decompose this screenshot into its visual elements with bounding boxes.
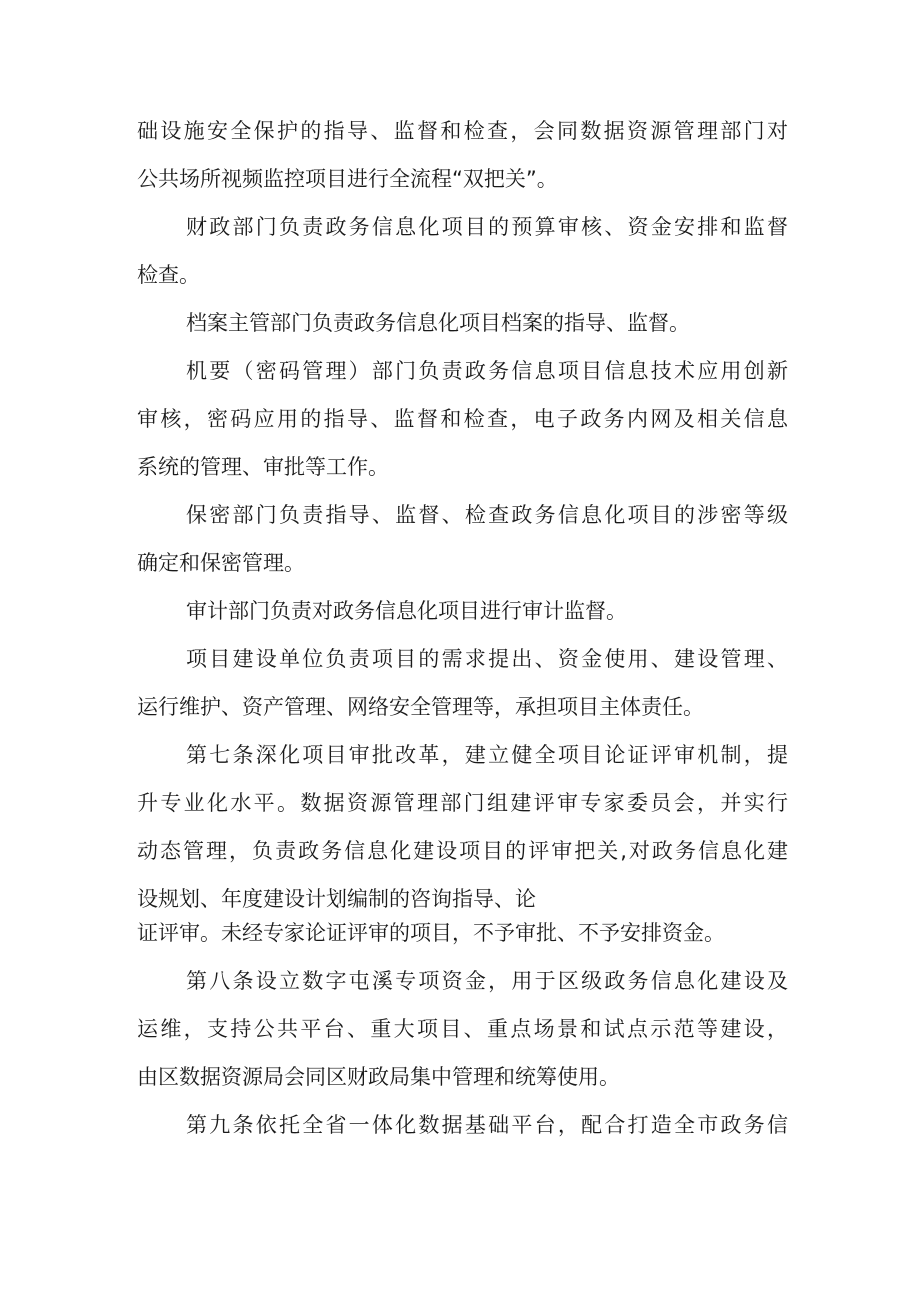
text-line-20: 运维，支持公共平台、重大项目、重点场景和试点示范等建设， [137, 1017, 788, 1041]
text-line-15: 升专业化水平。数据资源管理部门组建评审专家委员会，并实行 [137, 791, 788, 815]
text-line-6: 机要（密码管理）部门负责政务信息项目信息技术应用创新 [186, 359, 788, 383]
text-line-19: 第八条设立数字屯溪专项资金，用于区级政务信息化建设及 [186, 969, 788, 993]
text-line-2: 公共场所视频监控项目进行全流程“双把关”。 [137, 167, 558, 191]
text-line-7: 审核，密码应用的指导、监督和检查，电子政务内网及相关信息 [137, 407, 788, 431]
text-line-11: 审计部门负责对政务信息化项目进行审计监督。 [186, 599, 627, 623]
text-line-12: 项目建设单位负责项目的需求提出、资金使用、建设管理、 [186, 647, 788, 671]
text-line-1: 础设施安全保护的指导、监督和检查，会同数据资源管理部门对 [137, 119, 788, 143]
text-line-18: 证评审。未经专家论证评审的项目，不予审批、不予安排资金。 [137, 921, 725, 945]
text-line-17: 设规划、年度建设计划编制的咨询指导、论 [137, 887, 536, 911]
text-line-13: 运行维护、资产管理、网络安全管理等，承担项目主体责任。 [137, 695, 704, 719]
text-line-3: 财政部门负责政务信息化项目的预算审核、资金安排和监督 [186, 215, 788, 239]
text-line-9: 保密部门负责指导、监督、检查政务信息化项目的涉密等级 [186, 503, 788, 527]
text-line-4: 检查。 [137, 263, 200, 287]
text-line-22: 第九条依托全省一体化数据基础平台，配合打造全市政务信 [186, 1113, 788, 1137]
text-line-8: 系统的管理、审批等工作。 [137, 455, 389, 479]
text-line-16: 动态管理，负责政务信息化建设项目的评审把关,对政务信息化建 [137, 839, 788, 863]
text-line-14: 第七条深化项目审批改革，建立健全项目论证评审机制，提 [186, 743, 788, 767]
text-line-21: 由区数据资源局会同区财政局集中管理和统筹使用。 [137, 1065, 620, 1089]
text-line-10: 确定和保密管理。 [137, 551, 305, 575]
text-line-5: 档案主管部门负责政务信息化项目档案的指导、监督。 [186, 311, 690, 335]
